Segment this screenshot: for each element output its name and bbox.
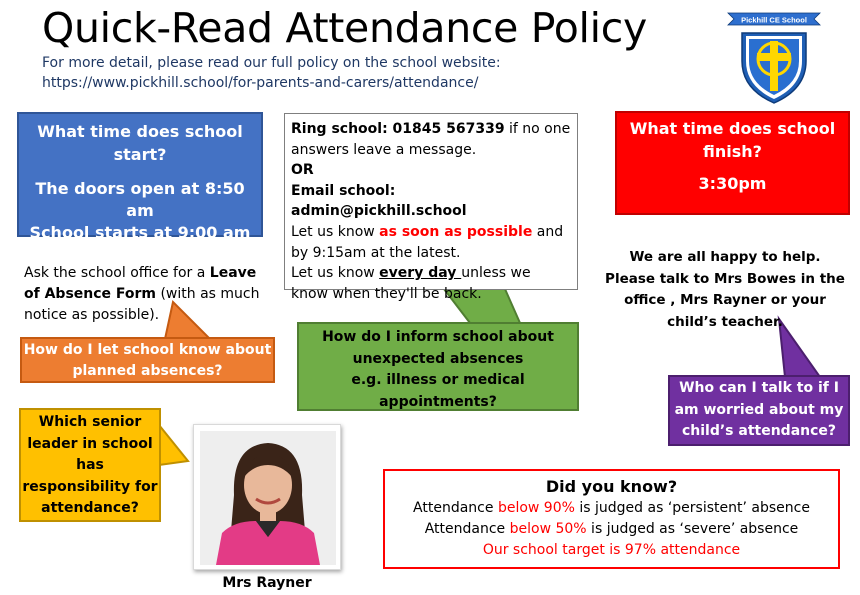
- worried-callout: Who can I talk to if I am worried about my child’s attendance?: [668, 375, 850, 446]
- portrait-image: [194, 425, 342, 571]
- email-address[interactable]: Email school: admin@pickhill.school: [291, 182, 467, 220]
- finish-answer: 3:30pm: [698, 174, 767, 193]
- doors-open-time: The doors open at 8:50 am: [35, 179, 245, 220]
- persistent-absence-line: Attendance below 90% is judged as ‘persistent’ absence: [413, 500, 810, 516]
- asap-text: Let us know as soon as possible and by 9:15am at the latest.: [291, 223, 564, 261]
- did-you-know-heading: Did you know?: [545, 477, 678, 496]
- page-title: Quick-Read Attendance Policy: [42, 4, 647, 52]
- school-starts-time: School starts at 9:00 am: [29, 223, 251, 242]
- help-text: We are all happy to help. Please talk to Mrs Bowes in the office , Mrs Rayner or your child’s teacher.: [605, 249, 845, 330]
- start-question: What time does school start?: [37, 122, 243, 164]
- school-start-box: [17, 112, 263, 242]
- crest-banner-text: Pickhill CE School: [741, 15, 807, 25]
- every-day-highlight: every day: [379, 265, 462, 282]
- policy-url[interactable]: https://www.pickhill.school/for-parents-and-carers/attendance/: [42, 75, 479, 91]
- unexpected-absence-callout: How do I inform school about unexpected absences e.g. illness or medical appointments?: [297, 322, 579, 411]
- did-you-know-box: [383, 469, 840, 569]
- planned-absence-callout: How do I let school know about planned absences?: [20, 337, 275, 383]
- school-target-line: Our school target is 97% attendance: [482, 542, 741, 558]
- start-answer: [27, 178, 253, 244]
- staff-photo: [193, 424, 341, 570]
- asap-highlight: as soon as possible: [379, 223, 533, 240]
- every-day-text: Let us know every day unless we know when they'll be back.: [291, 265, 531, 302]
- senior-leader-callout: Which senior leader in school has responsibility for attendance?: [19, 408, 161, 522]
- leave-of-absence-form: Leave of Absence Form: [24, 265, 257, 302]
- absence-contact-box: [284, 113, 578, 302]
- senior-callout-tail: [159, 425, 188, 465]
- finish-question: What time does school finish?: [629, 119, 836, 161]
- planned-absence-text: Ask the school office for a Leave of Absence Form (with as much notice as possible).: [24, 265, 260, 323]
- ring-school: [291, 119, 571, 160]
- subtitle-text: For more detail, please read our full policy on the school website:: [42, 55, 501, 71]
- school-finish-box: [615, 111, 850, 215]
- severe-absence-line: Attendance below 50% is judged as ‘severe’ absence: [424, 521, 799, 537]
- email-school: [291, 181, 571, 222]
- staff-name: Mrs Rayner: [222, 575, 312, 591]
- phone-number[interactable]: Ring school: 01845 567339: [291, 121, 505, 137]
- or-text: OR: [291, 162, 314, 179]
- ring-rest: if no one answers leave a message.: [291, 121, 571, 158]
